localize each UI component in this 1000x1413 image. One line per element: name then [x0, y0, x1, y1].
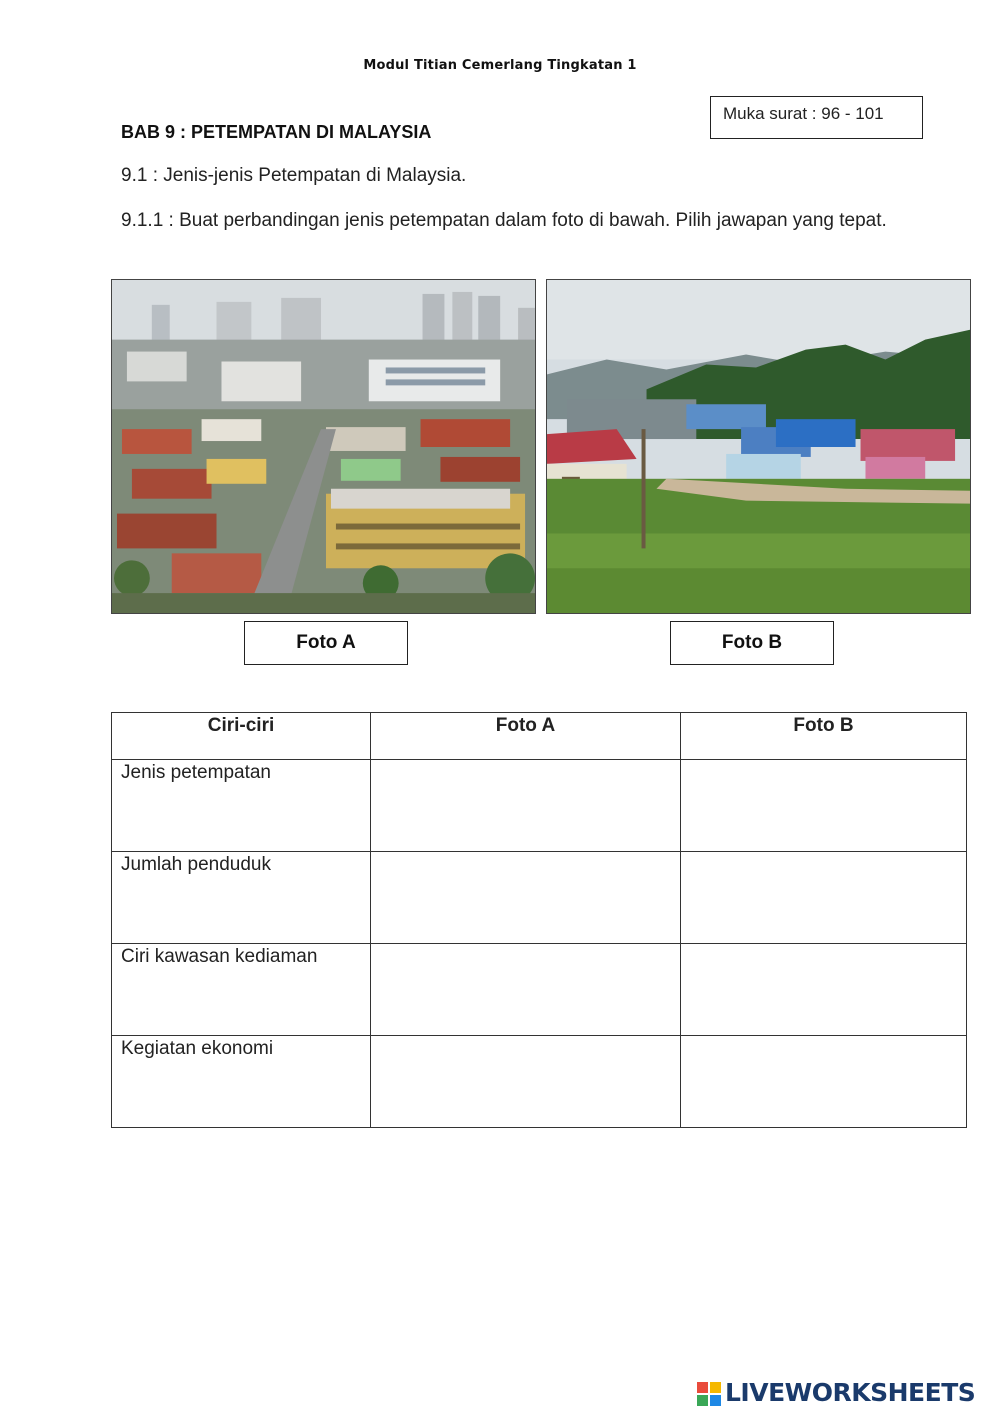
table-header-row: [112, 713, 967, 760]
answer-cell-foto-b-jumlah-penduduk[interactable]: [681, 852, 967, 944]
row-label-ciri-kawasan-kediaman: Ciri kawasan kediaman: [112, 944, 371, 1036]
table-row: [112, 1036, 967, 1128]
header-foto-b: Foto B: [681, 713, 967, 760]
answer-cell-foto-b-kegiatan-ekonomi[interactable]: [681, 1036, 967, 1128]
comparison-table: [111, 712, 967, 1128]
liveworksheets-brand: [697, 1378, 997, 1410]
liveworksheets-logo-icon: [697, 1382, 721, 1406]
header-foto-a: Foto A: [371, 713, 681, 760]
row-label-kegiatan-ekonomi: Kegiatan ekonomi: [112, 1036, 371, 1128]
answer-cell-foto-a-ciri-kawasan-kediaman[interactable]: [371, 944, 681, 1036]
table-row: [112, 944, 967, 1036]
answer-cell-foto-a-jumlah-penduduk[interactable]: [371, 852, 681, 944]
photo-a-urban-town: [111, 279, 536, 614]
row-label-jumlah-penduduk: Jumlah penduduk: [112, 852, 371, 944]
subtopic-heading: 9.1 : Jenis-jenis Petempatan di Malaysia.: [121, 165, 467, 186]
page-reference-box: Muka surat : 96 - 101: [710, 96, 923, 139]
table-row: [112, 852, 967, 944]
liveworksheets-wordmark: LIVEWORKSHEETS: [725, 1378, 976, 1407]
photo-b-caption: Foto B: [670, 621, 834, 665]
answer-cell-foto-a-kegiatan-ekonomi[interactable]: [371, 1036, 681, 1128]
row-label-jenis-petempatan: Jenis petempatan: [112, 760, 371, 852]
answer-cell-foto-a-jenis-petempatan[interactable]: [371, 760, 681, 852]
answer-cell-foto-b-jenis-petempatan[interactable]: [681, 760, 967, 852]
photo-b-rural-village: [546, 279, 971, 614]
table-row: [112, 760, 967, 852]
photo-a-caption: Foto A: [244, 621, 408, 665]
chapter-title: BAB 9 : PETEMPATAN DI MALAYSIA: [121, 122, 432, 142]
instruction-text: 9.1.1 : Buat perbandingan jenis petempatan dalam foto di bawah. Pilih jawapan yang tepat.: [121, 210, 887, 231]
header-ciri-ciri: Ciri-ciri: [112, 713, 371, 760]
answer-cell-foto-b-ciri-kawasan-kediaman[interactable]: [681, 944, 967, 1036]
module-title: Modul Titian Cemerlang Tingkatan 1: [363, 58, 637, 73]
